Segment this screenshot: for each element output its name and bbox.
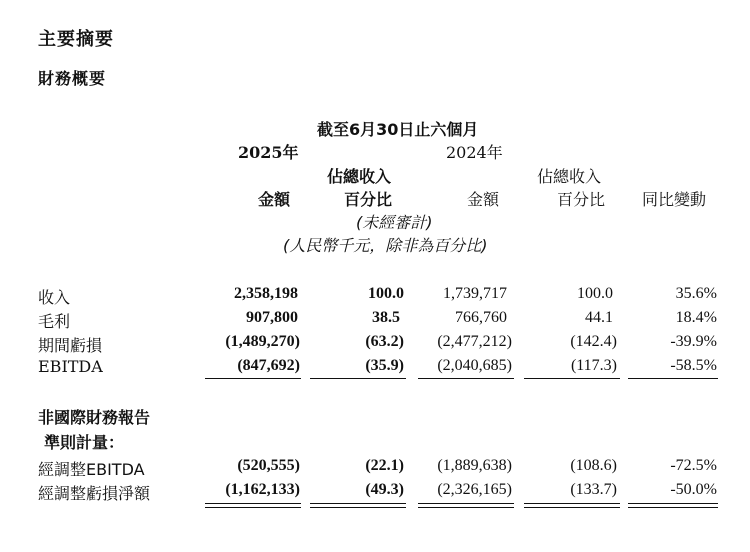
loss-yoy: -39.9% <box>670 333 717 350</box>
gross-profit-amt-2024: 766,760 <box>455 309 507 326</box>
pct-header-2024-line2: 百分比 <box>557 190 606 209</box>
revenue-pct-2024: 100.0 <box>577 285 613 302</box>
gross-profit-pct-2025: 38.5 <box>372 309 400 326</box>
adj-ebitda-amt-2025: (520,555) <box>237 457 300 474</box>
double-rule-yoy <box>628 503 718 508</box>
rule-2025-pct <box>310 378 406 379</box>
row-label-revenue: 收入 <box>38 288 71 307</box>
gross-profit-amt-2025: 907,800 <box>246 309 298 326</box>
section-title: 主要摘要 <box>38 29 114 50</box>
period-header: 截至6月30日止六個月 <box>317 120 479 139</box>
ebitda-pct-2025: (35.9) <box>365 357 404 374</box>
unaudited-note: (未經審計) <box>356 213 433 232</box>
non-ifrs-title-line2: 準則計量： <box>44 433 125 452</box>
loss-pct-2025: (63.2) <box>365 333 404 350</box>
adj-net-loss-yoy: -50.0% <box>670 481 717 498</box>
ebitda-pct-2024: (117.3) <box>570 357 617 374</box>
ebitda-yoy: -58.5% <box>670 357 717 374</box>
loss-pct-2024: (142.4) <box>570 333 617 350</box>
double-rule-2024-pct <box>524 503 620 508</box>
double-rule-2024-amt <box>418 503 514 508</box>
year-2025-header: 2025年 <box>238 143 299 162</box>
adj-ebitda-pct-2024: (108.6) <box>570 457 617 474</box>
pct-header-2025-line2: 百分比 <box>344 190 393 209</box>
loss-amt-2025: (1,489,270) <box>225 333 300 350</box>
row-label-adjusted-net-loss: 經調整虧損淨額 <box>38 484 151 503</box>
pct-header-2025-line1: 佔總收入 <box>327 167 392 186</box>
rule-2025-amt <box>205 378 301 379</box>
gross-profit-pct-2024: 44.1 <box>585 309 613 326</box>
adj-ebitda-amt-2024: (1,889,638) <box>437 457 512 474</box>
row-label-adjusted-ebitda: 經調整EBITDA <box>38 460 145 479</box>
adj-net-loss-amt-2024: (2,326,165) <box>437 481 512 498</box>
amount-header-2025: 金額 <box>258 190 291 209</box>
rule-2024-pct <box>524 378 620 379</box>
adj-net-loss-pct-2024: (133.7) <box>570 481 617 498</box>
pct-header-2024-line1: 佔總收入 <box>537 167 602 186</box>
loss-amt-2024: (2,477,212) <box>437 333 512 350</box>
revenue-amt-2024: 1,739,717 <box>443 285 507 302</box>
subsection-title: 財務概要 <box>38 69 107 88</box>
units-note: (人民幣千元，除非為百分比) <box>283 236 488 255</box>
adj-net-loss-pct-2025: (49.3) <box>365 481 404 498</box>
ebitda-amt-2025: (847,692) <box>237 357 300 374</box>
ebitda-amt-2024: (2,040,685) <box>437 357 512 374</box>
amount-header-2024: 金額 <box>467 190 500 209</box>
yoy-header: 同比變動 <box>642 190 707 209</box>
double-rule-2025-pct <box>310 503 406 508</box>
year-2024-header: 2024年 <box>446 143 503 162</box>
rule-yoy <box>628 378 718 379</box>
adj-net-loss-amt-2025: (1,162,133) <box>225 481 300 498</box>
gross-profit-yoy: 18.4% <box>675 309 717 326</box>
revenue-yoy: 35.6% <box>675 285 717 302</box>
non-ifrs-title-line1: 非國際財務報告 <box>38 408 151 427</box>
adj-ebitda-yoy: -72.5% <box>670 457 717 474</box>
adj-ebitda-pct-2025: (22.1) <box>365 457 404 474</box>
double-rule-2025-amt <box>205 503 301 508</box>
revenue-pct-2025: 100.0 <box>368 285 404 302</box>
row-label-ebitda: EBITDA <box>38 357 103 376</box>
row-label-loss: 期間虧損 <box>38 336 103 355</box>
row-label-gross-profit: 毛利 <box>38 312 71 331</box>
revenue-amt-2025: 2,358,198 <box>234 285 298 302</box>
rule-2024-amt <box>418 378 514 379</box>
